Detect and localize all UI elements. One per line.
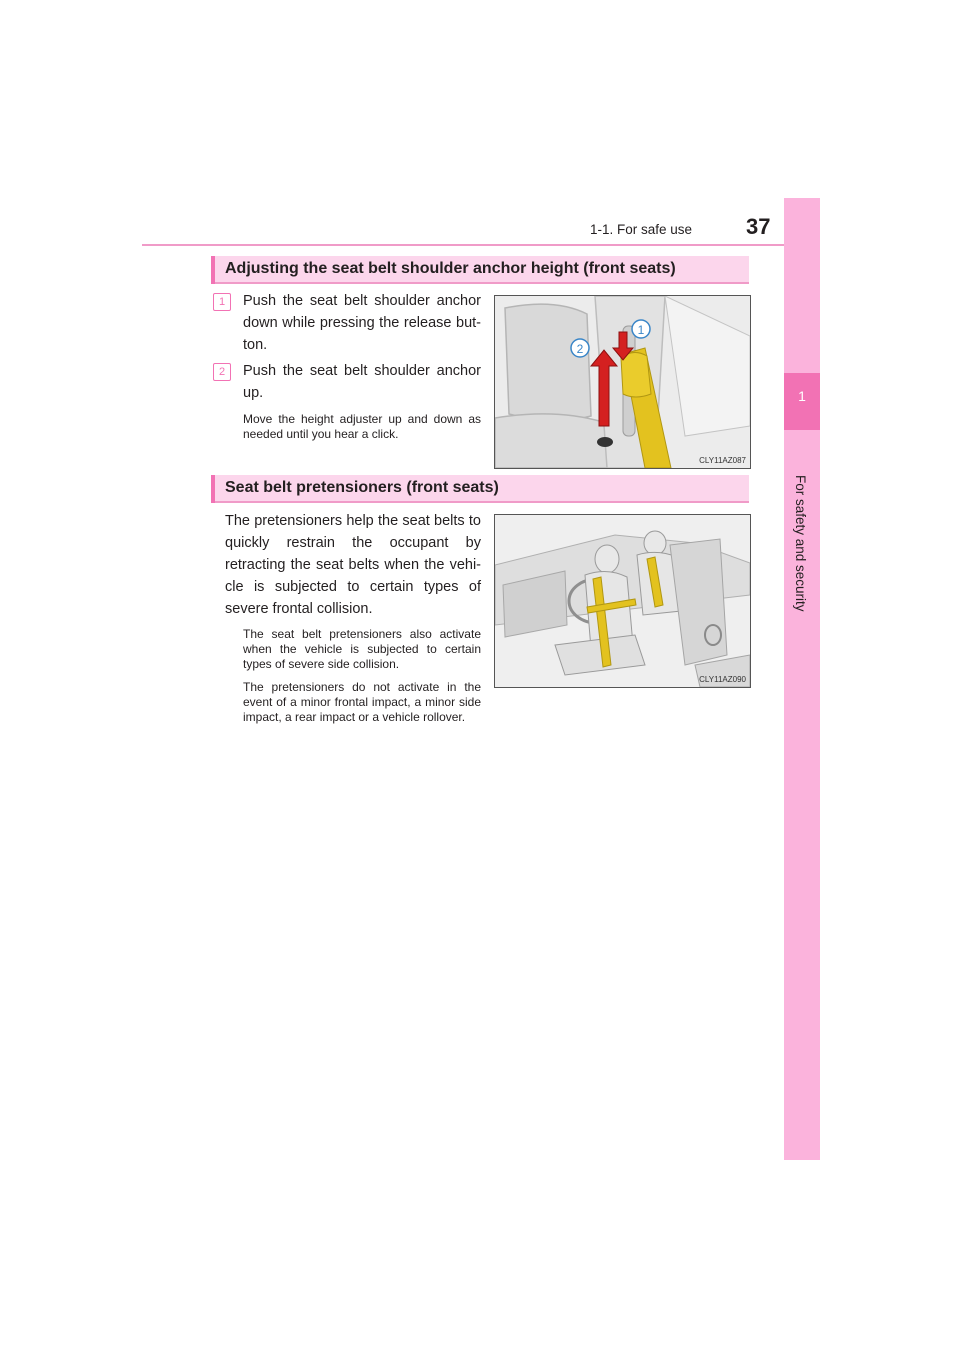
section-title: Seat belt pretensioners (front seats) <box>225 479 499 496</box>
chapter-label: For safety and security <box>793 475 808 612</box>
step-note: Move the height adjuster up and down as needed until you hear a click. <box>243 412 481 441</box>
header-rule <box>142 244 820 246</box>
shoulder-anchor-drawing <box>495 296 750 468</box>
shoulder-anchor-illustration <box>494 295 751 469</box>
page-number: 37 <box>746 214 771 239</box>
callout-2: 2 <box>576 342 584 356</box>
section-heading-pretensioners <box>211 475 749 503</box>
figure-code: CLY11AZ090 <box>699 675 746 684</box>
callout-1: 1 <box>637 323 645 337</box>
step-badge-2: 2 <box>213 363 231 381</box>
pretensioner-illustration <box>494 514 751 688</box>
chapter-number: 1 <box>798 388 806 404</box>
figure-code: CLY11AZ087 <box>699 456 746 465</box>
pretensioner-note-1: The seat belt pretensioners also activate when the vehicle is subjected to certain types of severe side collision. <box>243 627 481 671</box>
pretensioner-description: The pretensioners help the seat belts to quickly restrain the occupant by retracting the seat belts when the vehi-cle is subjected to certain types of severe frontal collision. <box>225 513 481 617</box>
pretensioner-note-2: The pretensioners do not activate in the event of a minor frontal impact, a minor side impact, a rear impact or a vehicle rollover. <box>243 680 481 724</box>
running-header: 1-1. For safe use <box>590 222 693 237</box>
heading-accent-bar <box>211 475 215 503</box>
step-text-1: Push the seat belt shoulder anchor down while pressing the release but-ton. <box>243 293 481 353</box>
section-title: Adjusting the seat belt shoulder anchor height (front seats) <box>225 260 676 277</box>
heading-accent-bar <box>211 256 215 284</box>
step-badge-1: 1 <box>213 293 231 311</box>
step-text-2: Push the seat belt shoulder anchor up. <box>243 363 481 401</box>
chapter-side-tab <box>784 198 820 1160</box>
cabin-drawing <box>495 515 750 687</box>
section-heading-anchor-height <box>211 256 749 284</box>
